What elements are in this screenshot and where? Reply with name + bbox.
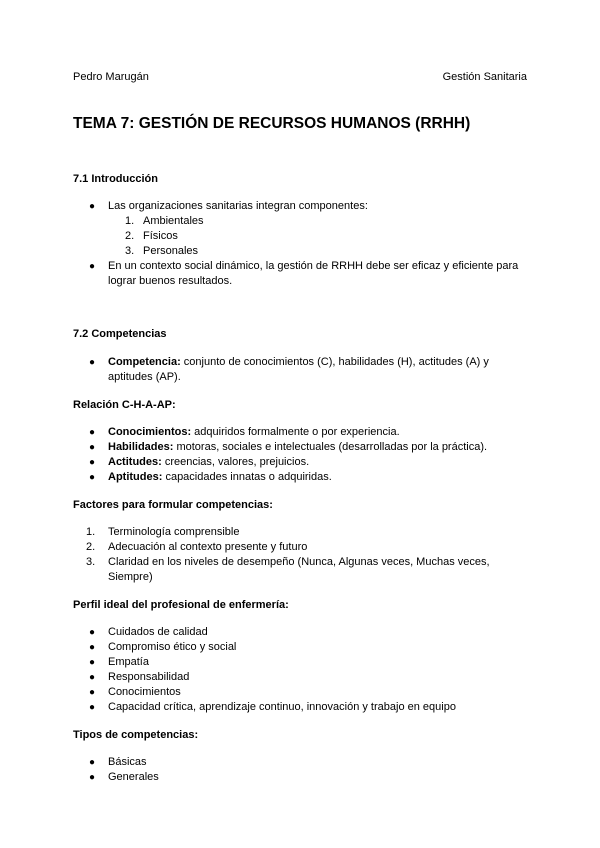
list-item-text: Generales: [108, 771, 159, 783]
section-heading-competencias: 7.2 Competencias: [73, 328, 167, 340]
section-heading-introduccion: 7.1 Introducción: [73, 173, 158, 185]
document-body: [73, 172, 533, 785]
list-item: [73, 670, 533, 685]
list-item: [73, 655, 533, 670]
definition-cont: aptitudes (AP).: [108, 371, 181, 383]
definition: adquiridos formalmente o por experiencia.: [191, 426, 400, 438]
subheading-factores: Factores para formular competencias:: [73, 499, 273, 511]
subheading-tipos: Tipos de competencias:: [73, 729, 199, 741]
perfil-bullet-list: [73, 625, 533, 715]
list-item: [73, 259, 533, 289]
number-marker: 1.: [86, 526, 96, 538]
term: Competencia:: [108, 356, 181, 368]
subheading-chaap: Relación C-H-A-AP:: [73, 399, 176, 411]
bullet-marker: ●: [89, 642, 96, 653]
header-subject: Gestión Sanitaria: [442, 71, 527, 83]
list-item-text: Terminología comprensible: [108, 526, 240, 538]
number-marker: 3.: [86, 556, 96, 568]
term: Conocimientos:: [108, 426, 192, 438]
list-item-text: Adecuación al contexto presente y futuro: [108, 541, 308, 553]
intro-bullet-list-2: [73, 259, 533, 289]
chaap-bullet-list: [73, 425, 533, 485]
list-item-text: Empatía: [108, 656, 149, 668]
header-author: Pedro Marugán: [73, 71, 149, 83]
bullet-marker: ●: [89, 757, 96, 768]
competencia-bullet-list: [73, 355, 533, 385]
definition: conjunto de conocimientos (C), habilidades (H), actitudes (A) y: [180, 356, 489, 368]
bullet-marker: ●: [89, 657, 96, 668]
list-item: [73, 685, 533, 700]
list-item: [73, 700, 533, 715]
term: Actitudes:: [108, 456, 162, 468]
list-item-text: Capacidad crítica, aprendizaje continuo, innovación y trabajo en equipo: [108, 701, 456, 713]
list-item-text: Personales: [143, 245, 199, 257]
list-item-text: Compromiso ético y social: [108, 641, 237, 653]
list-item-text: Básicas: [108, 756, 147, 768]
number-marker: 3.: [125, 245, 135, 257]
number-marker: 1.: [125, 215, 135, 227]
bullet-marker: ●: [89, 702, 96, 713]
list-item: [73, 770, 533, 785]
list-item-text: Claridad en los niveles de desempeño (Nunca, Algunas veces, Muchas veces,: [108, 556, 490, 568]
bullet-marker: ●: [89, 472, 96, 483]
list-item: [73, 640, 533, 655]
definition: creencias, valores, prejuicios.: [161, 456, 310, 468]
bullet-marker: ●: [89, 442, 96, 453]
list-item: [73, 540, 533, 555]
list-item-text: Las organizaciones sanitarias integran componentes:: [108, 200, 368, 212]
term: Aptitudes:: [108, 471, 163, 483]
list-item: [73, 355, 533, 385]
list-item-text: En un contexto social dinámico, la gestión de RRHH debe ser eficaz y eficiente para: [108, 260, 519, 272]
list-item: [73, 440, 533, 455]
bullet-marker: ●: [89, 772, 96, 783]
list-item: [73, 425, 533, 440]
bullet-marker: ●: [89, 261, 96, 272]
bullet-marker: ●: [89, 357, 96, 368]
list-item: [73, 455, 533, 470]
number-marker: 2.: [125, 230, 135, 242]
list-item: [73, 214, 533, 229]
subheading-perfil: Perfil ideal del profesional de enfermería:: [73, 599, 289, 611]
list-item: [73, 244, 533, 259]
list-item-text-cont: Siempre): [108, 571, 153, 583]
list-item: [73, 199, 533, 214]
list-item: [73, 470, 533, 485]
list-item-text: Ambientales: [143, 215, 204, 227]
list-item-text: Conocimientos: [108, 686, 181, 698]
term: Habilidades:: [108, 441, 174, 453]
number-marker: 2.: [86, 541, 96, 553]
bullet-marker: ●: [89, 672, 96, 683]
list-item: [73, 755, 533, 770]
list-item: [73, 555, 533, 585]
bullet-marker: ●: [89, 687, 96, 698]
bullet-marker: ●: [89, 627, 96, 638]
bullet-marker: ●: [89, 427, 96, 438]
list-item: [73, 229, 533, 244]
bullet-marker: ●: [89, 457, 96, 468]
tipos-bullet-list: [73, 755, 533, 785]
definition: capacidades innatas o adquiridas.: [162, 471, 332, 483]
components-numbered-list: [73, 214, 533, 259]
list-item-text: Responsabilidad: [108, 671, 190, 683]
list-item: [73, 625, 533, 640]
list-item-text: Cuidados de calidad: [108, 626, 208, 638]
definition: motoras, sociales e intelectuales (desarrolladas por la práctica).: [173, 441, 488, 453]
list-item-text-cont: lograr buenos resultados.: [108, 275, 233, 287]
intro-bullet-list: [73, 199, 533, 214]
bullet-marker: ●: [89, 201, 96, 212]
list-item-text: Físicos: [143, 230, 178, 242]
factores-numbered-list: [73, 525, 533, 585]
page-title: TEMA 7: GESTIÓN DE RECURSOS HUMANOS (RRHH): [73, 115, 471, 132]
list-item: [73, 525, 533, 540]
